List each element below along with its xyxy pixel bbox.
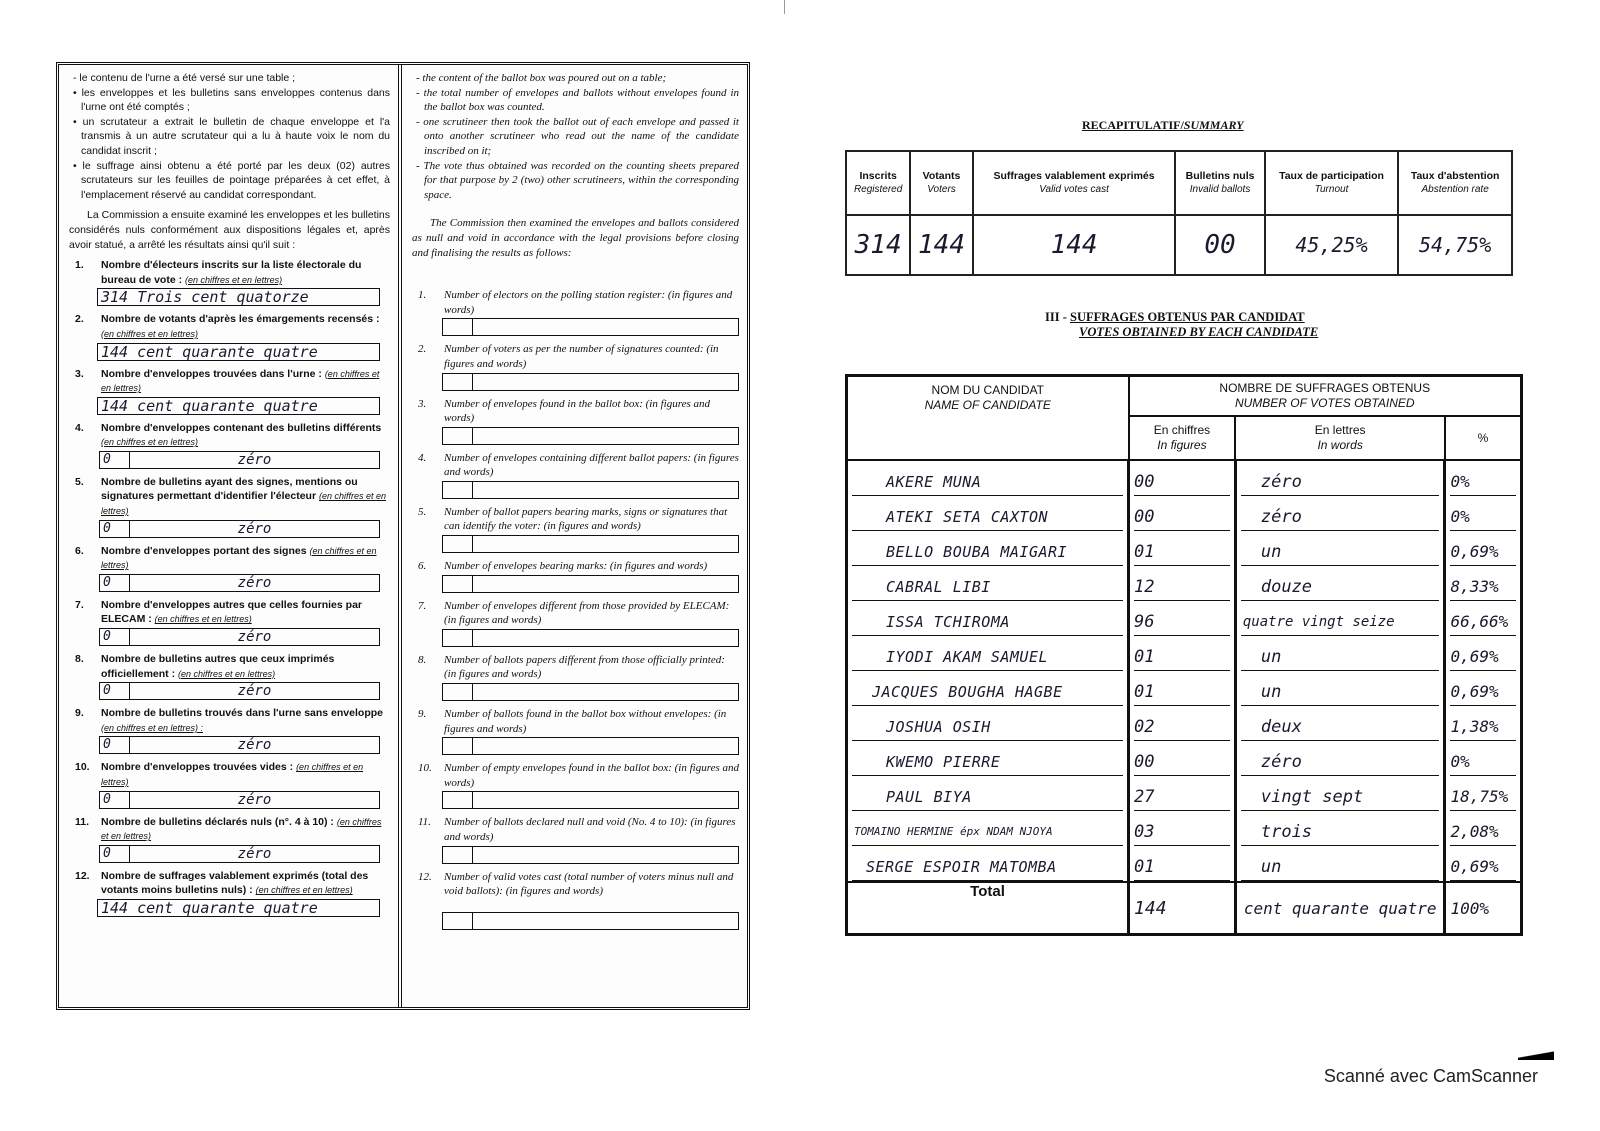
total-label: Total — [847, 882, 1129, 935]
camscanner-watermark: Scanné avec CamScanner — [1323, 1066, 1538, 1086]
form-item-10 — [69, 760, 390, 808]
answer-field-6[interactable] — [99, 574, 380, 592]
item-label: Number of ballots papers different from those officially printed: (in figures and words) — [444, 653, 725, 681]
candidate-name: ISSA TCHIROMA — [852, 607, 1123, 636]
item-label: Nombre de suffrages valablement exprimés (total des votants moins bulletins nuls) : — [101, 869, 369, 897]
votes-percent: 0,69% — [1450, 537, 1516, 566]
votes-figures: 01 — [1134, 677, 1230, 706]
bullet-fr-4: • le suffrage ainsi obtenu a été porté par les deux (02) autres scrutateurs sur les feuilles de pointage préparées à cet effet, à l'emplacement réservé au candidat correspondant. — [73, 159, 390, 201]
votes-words: un — [1241, 537, 1440, 566]
fold-mark — [784, 0, 785, 14]
answer-figure: 0 — [100, 846, 130, 862]
votes-words: trois — [1241, 817, 1440, 846]
candidate-row — [847, 706, 1522, 741]
candidate-row — [847, 601, 1522, 636]
candidate-row — [847, 531, 1522, 566]
paragraph-fr: La Commission a ensuite examiné les enveloppes et les bulletins considérés nuls conformément aux dispositions légales et, après avoir statué, a arrêté les résultats ainsi qu'il suit : — [69, 209, 390, 251]
item-number: 3. — [75, 367, 84, 380]
candidate-name: JOSHUA OSIH — [852, 712, 1123, 741]
answer-words: zéro — [237, 520, 272, 537]
item-label: Number of valid votes cast (total number of voters minus null and void ballots): (in figures and words) — [444, 870, 734, 898]
candidate-name: JACQUES BOUGHA HAGBE — [852, 677, 1123, 706]
answer-field-en-8[interactable] — [442, 683, 739, 701]
answer-field-en-3[interactable] — [442, 427, 739, 445]
item-number: 11. — [418, 816, 431, 829]
form-item-en-5 — [412, 505, 739, 553]
votes-percent: 1,38% — [1450, 712, 1516, 741]
votes-words: un — [1241, 677, 1440, 706]
form-item-en-2 — [412, 342, 739, 390]
form-item-en-8 — [412, 653, 739, 701]
votes-figures: 02 — [1134, 712, 1230, 741]
answer-field-en-6[interactable] — [442, 575, 739, 593]
handwritten-answer: 144 cent quarante quatre — [101, 342, 318, 361]
item-label: Nombre de bulletins autres que ceux imprimés officiellement : — [101, 653, 335, 680]
candidate-name: SERGE ESPOIR MATOMBA — [852, 852, 1123, 881]
answer-figure: 0 — [100, 683, 130, 699]
item-number: 9. — [418, 708, 427, 721]
header-candidate-name: NOM DU CANDIDAT NAME OF CANDIDATE — [847, 376, 1129, 461]
bullet-fr-2: • les enveloppes et les bulletins sans enveloppes contenus dans l'urne ont été comptés ; — [73, 86, 390, 114]
form-item-7 — [69, 598, 390, 646]
votes-words: quatre vingt seize — [1241, 607, 1440, 636]
candidate-row — [847, 636, 1522, 671]
item-number: 9. — [75, 707, 84, 720]
item-number: 7. — [418, 599, 427, 612]
header-votes-obtained: NOMBRE DE SUFFRAGES OBTENUS NUMBER OF VOTES OBTAINED — [1129, 376, 1522, 417]
answer-field-8[interactable] — [99, 682, 380, 700]
form-item-en-1 — [412, 288, 739, 336]
item-label: Number of electors on the polling station register: (in figures and words) — [444, 289, 733, 316]
item-number: 4. — [75, 421, 84, 434]
answer-field-7[interactable] — [99, 628, 380, 646]
answer-figure: 0 — [100, 737, 130, 753]
candidate-row — [847, 846, 1522, 882]
item-number: 2. — [418, 343, 427, 356]
value-turnout: 45,25% — [1265, 215, 1399, 275]
form-item-12 — [69, 869, 390, 917]
candidate-votes-table — [845, 374, 1523, 936]
bullet-en-1: - the content of the ballot box was poured out on a table; — [416, 72, 667, 84]
answer-field-en-1[interactable] — [442, 318, 739, 336]
summary-header-row — [846, 151, 1512, 215]
item-hint: (en chiffres et en lettres) — [178, 668, 276, 679]
item-hint: (en chiffres et en lettres) — [154, 614, 252, 625]
summary-title: RECAPITULATIF/SUMMARY — [1082, 118, 1244, 132]
form-item-11 — [69, 815, 390, 863]
answer-field-en-7[interactable] — [442, 629, 739, 647]
scan-corner-mark — [1518, 1050, 1554, 1060]
form-item-en-4 — [412, 451, 739, 499]
item-hint: (en chiffres et en lettres) — [101, 328, 199, 339]
item-hint: (en chiffres et en lettres) — [101, 491, 387, 517]
votes-percent: 66,66% — [1450, 607, 1516, 636]
candidate-name: IYODI AKAM SAMUEL — [852, 642, 1123, 671]
value-invalid-ballots: 00 — [1175, 215, 1264, 275]
item-number: 12. — [75, 869, 90, 882]
answer-words: zéro — [237, 683, 272, 700]
bullet-fr-3: • un scrutateur a extrait le bulletin de chaque enveloppe et l'a transmis à un autre scrutateur qui a lu à haute voix le nom du candidat inscrit ; — [73, 115, 390, 157]
answer-figure: 0 — [100, 521, 130, 537]
candidate-row — [847, 741, 1522, 776]
header-voters: Votants Voters — [910, 151, 973, 215]
item-label: Nombre de bulletins ayant des signes, mentions ou signatures permettant d'identifier l'électeur — [101, 475, 358, 503]
votes-percent: 0% — [1450, 467, 1516, 496]
candidate-row — [847, 460, 1522, 496]
header-registered: Inscrits Registered — [846, 151, 910, 215]
form-item-3 — [69, 367, 390, 415]
header-in-words: En lettres In words — [1235, 416, 1445, 460]
item-number: 3. — [418, 397, 427, 410]
total-row — [847, 882, 1522, 935]
form-item-4 — [69, 421, 390, 469]
answer-words: zéro — [237, 574, 272, 591]
form-item-5 — [69, 475, 390, 538]
item-hint: (en chiffres et en lettres) — [101, 437, 199, 448]
answer-field-12[interactable] — [97, 899, 380, 917]
answer-field-en-10[interactable] — [442, 791, 739, 809]
item-number: 1. — [75, 259, 84, 272]
votes-words: deux — [1241, 712, 1440, 741]
votes-figures: 12 — [1134, 572, 1230, 601]
answer-field-2[interactable] — [97, 343, 380, 361]
form-item-en-6 — [412, 559, 739, 593]
item-label: Number of voters as per the number of signatures counted: (in figures and words) — [444, 343, 719, 370]
item-label: Number of envelopes bearing marks: (in figures and words) — [444, 560, 708, 573]
bullet-en-4: - The vote thus obtained was recorded on the counting sheets prepared for that purpose by 2 (two) other scrutineers, within the corresponding space. — [416, 159, 739, 201]
votes-words: zéro — [1241, 747, 1440, 776]
votes-figures: 27 — [1134, 782, 1230, 811]
form-item-en-7 — [412, 599, 739, 647]
votes-figures: 96 — [1134, 607, 1230, 636]
item-label: Nombre d'enveloppes autres que celles fournies par ELECAM : — [101, 598, 362, 626]
item-label: Nombre de votants d'après les émargements recensés : — [101, 313, 380, 326]
candidate-name: ATEKI SETA CAXTON — [852, 502, 1123, 531]
votes-percent: 0% — [1450, 747, 1516, 776]
candidate-name: BELLO BOUBA MAIGARI — [852, 537, 1123, 566]
header-valid-votes: Suffrages valablement exprimés Valid votes cast — [973, 151, 1176, 215]
item-number: 1. — [418, 289, 427, 302]
value-valid-votes: 144 — [973, 215, 1176, 275]
votes-figures: 00 — [1134, 747, 1230, 776]
votes-percent: 0,69% — [1450, 852, 1516, 881]
item-label: Nombre d'enveloppes portant des signes — [101, 544, 307, 557]
votes-percent: 0% — [1450, 502, 1516, 531]
votes-words: douze — [1241, 572, 1440, 601]
votes-figures: 00 — [1134, 467, 1230, 496]
answer-words: zéro — [237, 737, 272, 754]
answer-words: zéro — [237, 791, 272, 808]
answer-figure: 0 — [100, 792, 130, 808]
header-abstention: Taux d'abstention Abstention rate — [1398, 151, 1512, 215]
answer-field-en-5[interactable] — [442, 535, 739, 553]
answer-field-en-4[interactable] — [442, 481, 739, 499]
form-item-6 — [69, 544, 390, 592]
summary-values-row — [846, 215, 1512, 275]
answer-words: zéro — [237, 845, 272, 862]
form-item-8 — [69, 652, 390, 700]
item-number: 8. — [418, 653, 427, 666]
item-hint: (en chiffres et en lettres) : — [101, 722, 204, 733]
item-number: 5. — [75, 475, 84, 488]
item-hint: (en chiffres et en lettres) — [101, 368, 380, 394]
form-item-2 — [69, 312, 390, 360]
votes-words: vingt sept — [1241, 782, 1440, 811]
candidate-row — [847, 496, 1522, 531]
handwritten-answer: 314 Trois cent quatorze — [101, 288, 309, 307]
handwritten-answer: 144 cent quarante quatre — [101, 396, 318, 415]
item-label: Number of envelopes containing different ballot papers: (in figures and words) — [444, 451, 739, 479]
votes-figures: 03 — [1134, 817, 1230, 846]
item-number: 11. — [75, 815, 90, 828]
votes-figures: 01 — [1134, 642, 1230, 671]
item-label: Nombre de bulletins déclarés nuls (n°. 4 à 10) : — [101, 815, 334, 828]
item-label: Nombre de bulletins trouvés dans l'urne sans enveloppe — [101, 707, 383, 720]
answer-field-10[interactable] — [99, 791, 380, 809]
answer-field-3[interactable] — [97, 397, 380, 415]
item-number: 4. — [418, 451, 427, 464]
item-hint: (en chiffres et en lettres) — [101, 545, 377, 571]
votes-figures: 01 — [1134, 537, 1230, 566]
answer-field-9[interactable] — [99, 736, 380, 754]
item-label: Nombre d'enveloppes contenant des bulletins différents — [101, 421, 382, 434]
candidate-row — [847, 811, 1522, 846]
item-label: Number of empty envelopes found in the ballot box: (in figures and words) — [444, 762, 740, 789]
answer-field-1[interactable] — [97, 288, 380, 306]
candidate-name: TOMAINO HERMINE épx NDAM NJOYA — [852, 817, 1123, 846]
handwritten-answer: 144 cent quarante quatre — [101, 898, 318, 917]
candidate-name: AKERE MUNA — [852, 467, 1123, 496]
bullet-fr-1: - le contenu de l'urne a été versé sur une table ; — [73, 72, 296, 84]
english-column — [402, 65, 747, 1007]
candidate-row — [847, 566, 1522, 601]
candidate-name: PAUL BIYA — [852, 782, 1123, 811]
votes-percent: 2,08% — [1450, 817, 1516, 846]
bullet-en-2: - the total number of envelopes and ballots without envelopes found in the ballot box was counted. — [416, 86, 739, 114]
votes-percent: 8,33% — [1450, 572, 1516, 601]
answer-figure: 0 — [100, 452, 130, 468]
item-label: Number of ballots declared null and void (No. 4 to 10): (in figures and words) — [444, 816, 736, 843]
item-number: 8. — [75, 653, 84, 666]
value-abstention: 54,75% — [1398, 215, 1512, 275]
answer-figure: 0 — [100, 629, 130, 645]
candidate-name: CABRAL LIBI — [852, 572, 1123, 601]
answer-field-4[interactable] — [99, 451, 380, 469]
votes-words: zéro — [1241, 467, 1440, 496]
item-label: Number of envelopes found in the ballot box: (in figures and words) — [444, 397, 710, 425]
bullet-en-3: - one scrutineer then took the ballot out of each envelope and passed it onto another scrutineer who read out the name of the candidate inscribed on it; — [416, 115, 739, 157]
form-item-en-3 — [412, 397, 739, 445]
votes-percent: 0,69% — [1450, 642, 1516, 671]
header-in-figures: En chiffres In figures — [1129, 416, 1236, 460]
item-number: 2. — [75, 313, 84, 326]
item-label: Nombre d'enveloppes trouvées dans l'urne : — [101, 367, 322, 380]
answer-figure: 0 — [100, 575, 130, 591]
form-item-1 — [69, 258, 390, 306]
candidate-row — [847, 776, 1522, 811]
item-number: 10. — [418, 762, 432, 775]
item-label: Number of ballot papers bearing marks, signs or signatures that can identify the voter: (in figures and words) — [444, 505, 728, 533]
section-title: III - SUFFRAGES OBTENUS PAR CANDIDAT VOTES OBTAINED BY EACH CANDIDATE — [1045, 310, 1319, 339]
value-registered: 314 — [846, 215, 910, 275]
header-percent: % — [1445, 416, 1522, 460]
item-number: 5. — [418, 505, 427, 518]
answer-words: zéro — [237, 629, 272, 646]
total-words: cent quarante quatre — [1235, 882, 1445, 935]
votes-words: un — [1241, 642, 1440, 671]
item-label: Number of envelopes different from those provided by ELECAM: (in figures and words) — [444, 599, 730, 627]
item-number: 7. — [75, 598, 84, 611]
header-turnout: Taux de participation Turnout — [1265, 151, 1399, 215]
form-item-en-10 — [412, 761, 739, 809]
item-label: Nombre d'électeurs inscrits sur la liste électorale du bureau de vote : — [101, 259, 362, 286]
form-item-en-9 — [412, 707, 739, 755]
answer-words: zéro — [237, 451, 272, 468]
header-invalid-ballots: Bulletins nuls Invalid ballots — [1175, 151, 1264, 215]
answer-field-5[interactable] — [99, 520, 380, 538]
french-column — [59, 65, 402, 1007]
value-voters: 144 — [910, 215, 973, 275]
summary-table — [845, 150, 1513, 276]
minutes-form-page — [56, 62, 750, 1010]
item-hint: (en chiffres et en lettres) — [255, 885, 353, 896]
item-hint: (en chiffres et en lettres) — [101, 762, 364, 787]
votes-words: zéro — [1241, 502, 1440, 531]
item-hint: (en chiffres et en lettres) — [101, 816, 382, 842]
answer-field-en-9[interactable] — [442, 737, 739, 755]
votes-figures: 01 — [1134, 852, 1230, 881]
paragraph-en: The Commission then examined the envelopes and ballots considered as null and void in accordance with the legal provisions before closing and finalising the results as follows: — [412, 217, 739, 259]
item-number: 12. — [418, 870, 432, 883]
votes-figures: 00 — [1134, 502, 1230, 531]
item-label: Number of ballots found in the ballot box without envelopes: (in figures and words) — [444, 708, 727, 735]
item-number: 6. — [418, 560, 427, 573]
answer-field-en-2[interactable] — [442, 373, 739, 391]
votes-percent: 0,69% — [1450, 677, 1516, 706]
votes-percent: 18,75% — [1450, 782, 1516, 811]
item-hint: (en chiffres et en lettres) — [185, 274, 283, 285]
total-figures: 144 — [1129, 882, 1236, 935]
item-label: Nombre d'enveloppes trouvées vides : — [101, 761, 294, 774]
answer-field-11[interactable] — [99, 845, 380, 863]
answer-field-en-12[interactable] — [442, 912, 739, 930]
form-item-en-11 — [412, 815, 739, 863]
votes-words: un — [1241, 852, 1440, 881]
item-number: 10. — [75, 761, 90, 774]
total-percent: 100% — [1445, 882, 1522, 935]
item-number: 6. — [75, 544, 84, 557]
candidate-row — [847, 671, 1522, 706]
answer-field-en-11[interactable] — [442, 846, 739, 864]
candidate-name: KWEMO PIERRE — [852, 747, 1123, 776]
form-item-en-12 — [412, 870, 739, 930]
form-item-9 — [69, 706, 390, 754]
